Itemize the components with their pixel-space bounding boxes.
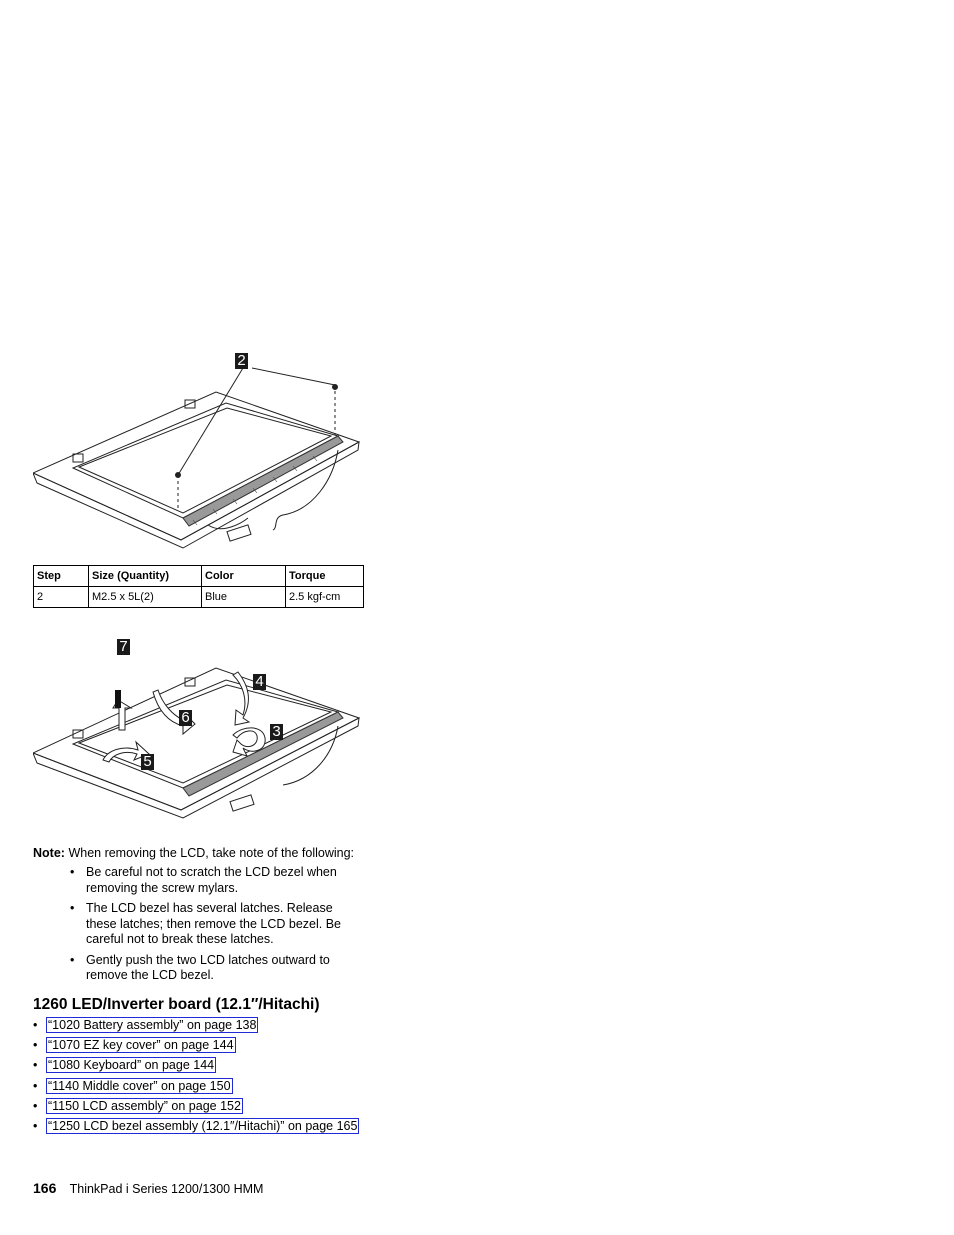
table-cell: Blue xyxy=(202,587,286,608)
link-battery-assembly[interactable]: “1020 Battery assembly” on page 138 xyxy=(48,1018,257,1032)
link-middle-cover[interactable]: “1140 Middle cover” on page 150 xyxy=(48,1078,231,1093)
bezel-screw-diagram xyxy=(33,350,368,550)
page-footer xyxy=(33,1180,263,1196)
table-cell: 2 xyxy=(34,587,89,608)
table-header-row xyxy=(34,566,364,587)
list-item xyxy=(33,1056,359,1076)
section-heading: 1260 LED/Inverter board (12.1″/Hitachi) xyxy=(33,996,320,1013)
column-header: Size (Quantity) xyxy=(89,566,202,587)
page-number: 166 xyxy=(33,1180,57,1196)
list-item xyxy=(33,1036,359,1056)
callout-2: 2 xyxy=(235,353,248,369)
note-label: Note: xyxy=(33,846,65,860)
list-item: • Be careful not to scratch the LCD bezel when removing the screw mylars. xyxy=(70,865,360,896)
column-header: Color xyxy=(202,566,286,587)
column-header: Torque xyxy=(286,566,364,587)
note-text: When removing the LCD, take note of the following: xyxy=(68,846,355,860)
list-item: • Gently push the two LCD latches outward to remove the LCD bezel. xyxy=(70,953,360,984)
note-bullet-list xyxy=(70,865,360,989)
list-item xyxy=(33,1016,359,1036)
link-lcd-assembly[interactable]: “1150 LCD assembly” on page 152 xyxy=(48,1098,241,1113)
prerequisite-link-list xyxy=(33,1016,359,1137)
list-item xyxy=(33,1077,359,1097)
list-item xyxy=(33,1117,359,1137)
list-item: • The LCD bezel has several latches. Release these latches; then remove the LCD bezel. Be careful not to break these latches. xyxy=(70,901,360,948)
screw-spec-table xyxy=(33,565,364,608)
callout-6: 6 xyxy=(179,710,192,726)
link-ez-key-cover[interactable]: “1070 EZ key cover” on page 144 xyxy=(48,1038,234,1053)
column-header: Step xyxy=(34,566,89,587)
link-lcd-bezel-assembly[interactable]: “1250 LCD bezel assembly (12.1″/Hitachi)” on page 165 xyxy=(48,1118,358,1133)
manual-title: ThinkPad i Series 1200/1300 HMM xyxy=(69,1182,264,1196)
list-item xyxy=(33,1097,359,1117)
bezel-removal-diagram xyxy=(33,630,368,830)
callout-5: 5 xyxy=(141,754,154,770)
note-paragraph xyxy=(33,845,373,861)
table-cell: 2.5 kgf-cm xyxy=(286,587,364,608)
callout-7: 7 xyxy=(117,639,130,655)
link-keyboard[interactable]: “1080 Keyboard” on page 144 xyxy=(48,1058,215,1073)
table-row xyxy=(34,587,364,608)
callout-4: 4 xyxy=(253,674,266,690)
callout-3: 3 xyxy=(270,724,283,740)
table-cell: M2.5 x 5L(2) xyxy=(89,587,202,608)
